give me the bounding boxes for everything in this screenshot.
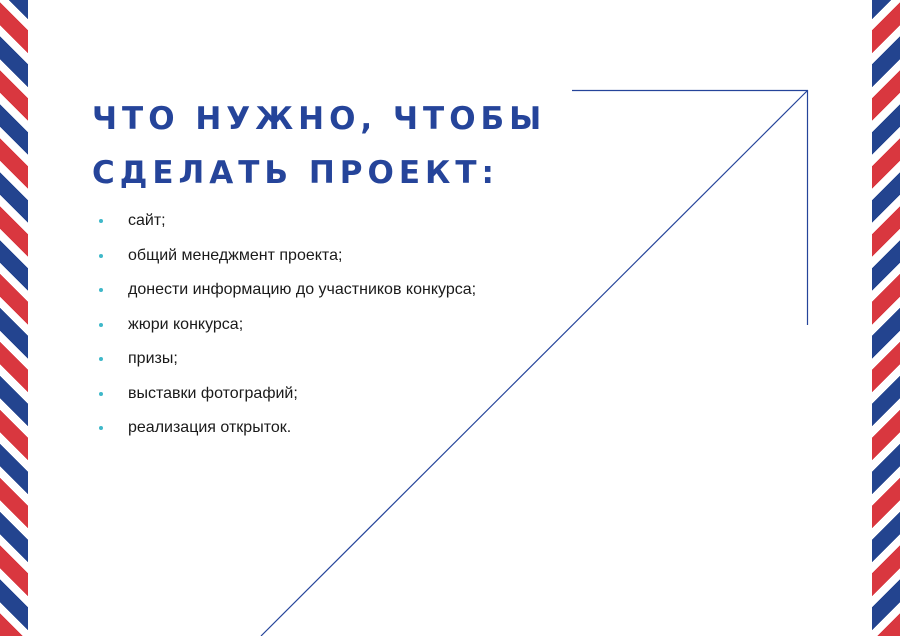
title-line-1: ЧТО НУЖНО, ЧТОБЫ <box>92 101 547 137</box>
list-item <box>98 411 476 446</box>
list-item <box>98 377 476 412</box>
requirements-list <box>98 204 476 446</box>
list-item-text: реализация открыток. <box>128 419 292 436</box>
list-item-text: сайт; <box>128 212 166 229</box>
bullet-icon <box>99 392 103 396</box>
list-item-text: призы; <box>128 350 178 367</box>
bullet-icon <box>99 254 103 258</box>
list-item <box>98 273 476 308</box>
page-title <box>92 92 546 200</box>
list-item-text: жюри конкурса; <box>128 315 244 333</box>
list-item <box>98 204 476 239</box>
list-item-text: донести информацию до участников конкурса; <box>128 281 477 298</box>
bullet-icon <box>99 426 103 430</box>
bullet-icon <box>99 219 103 223</box>
bullet-icon <box>99 288 103 292</box>
list-item-text: общий менеджмент проекта; <box>128 246 343 264</box>
list-item <box>98 342 476 377</box>
bullet-icon <box>99 323 103 327</box>
bullet-icon <box>99 357 103 361</box>
list-item-text: выставки фотографий; <box>128 384 298 402</box>
title-line-2: СДЕЛАТЬ ПРОЕКТ: <box>92 155 499 191</box>
list-item <box>98 239 476 274</box>
list-item <box>98 308 476 343</box>
